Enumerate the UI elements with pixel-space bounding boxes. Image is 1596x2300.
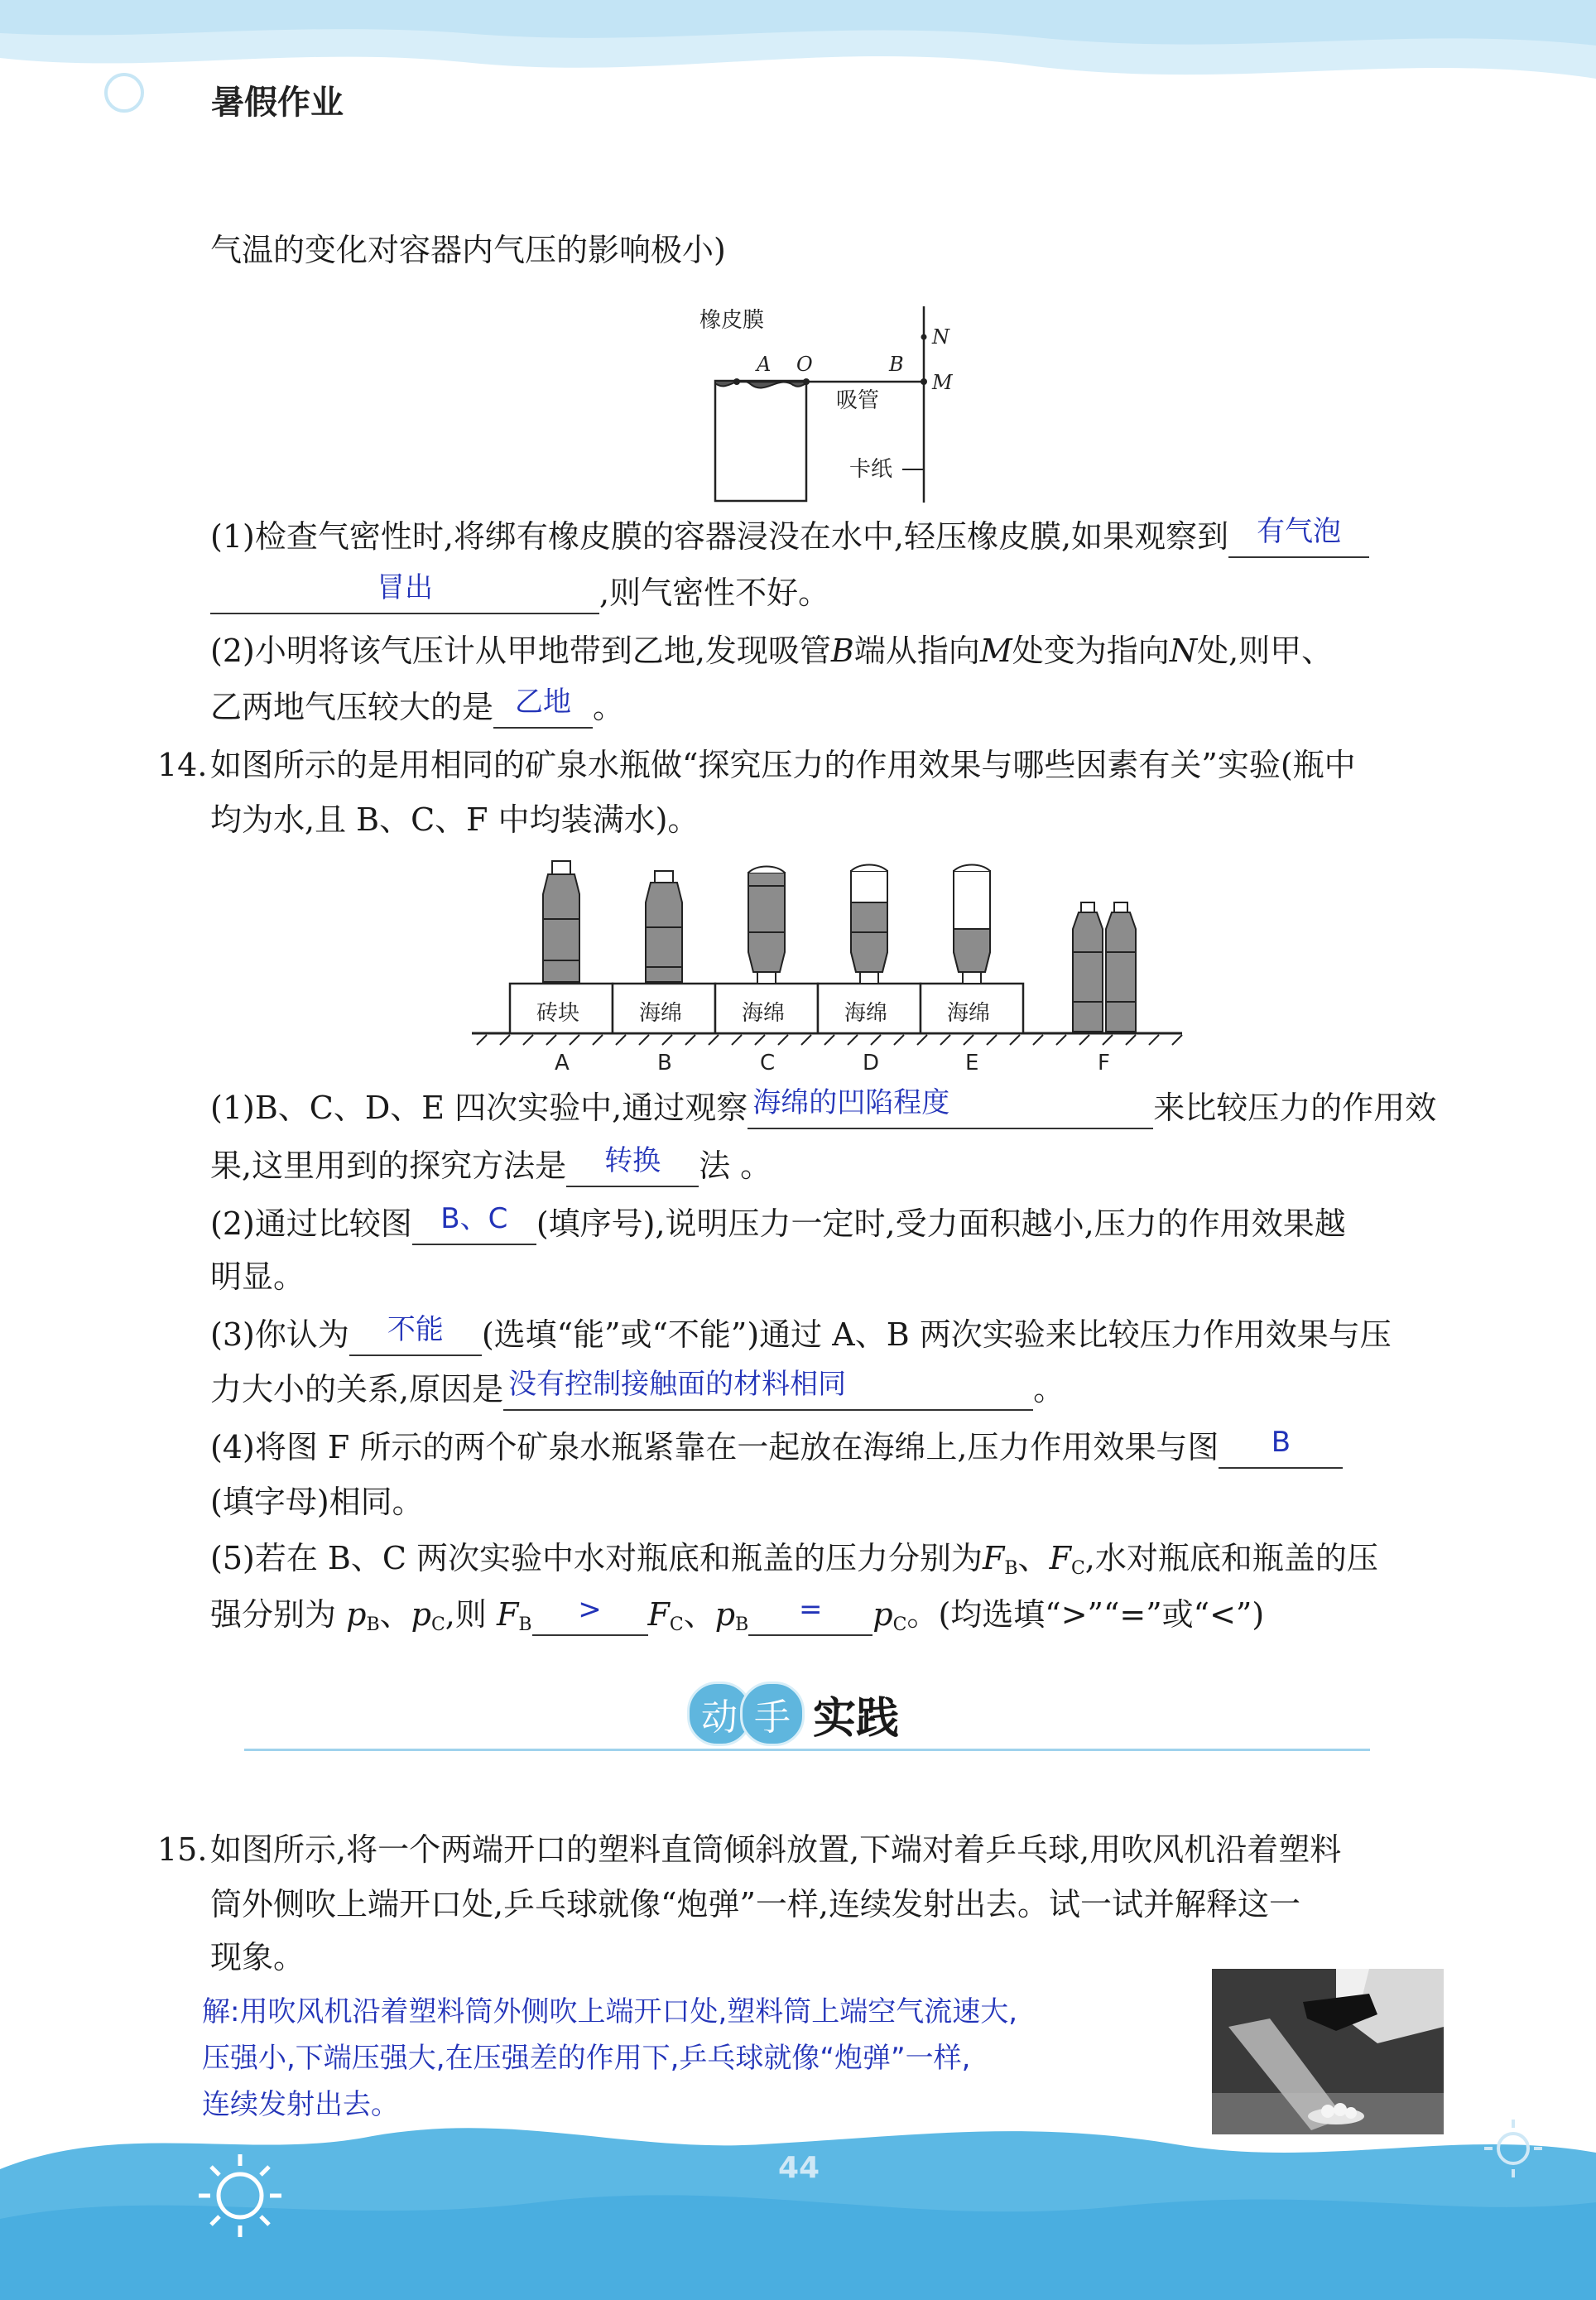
q14-part2-line1 [210, 1199, 1346, 1249]
q14-p5-answer1: > [578, 1593, 602, 1626]
q14-p3-answer2: 没有控制接触面的材料相同 [508, 1368, 847, 1401]
q13-p2-var-n: N [1169, 633, 1198, 669]
q14-p4-answer: B [1271, 1426, 1291, 1459]
q14-p5-pb2: p [714, 1596, 736, 1633]
fig-letter-a: A [555, 1051, 570, 1075]
q13-p1-answer-a: 有气泡 [1257, 515, 1342, 548]
q13-p1-text-b: ,则气密性不好。 [599, 575, 830, 611]
q14-p1-text-b: 来比较压力的作用效 [1153, 1090, 1437, 1126]
q13-p1-text-a: (1)检查气密性时,将绑有橡皮膜的容器浸没在水中,轻压橡皮膜,如果观察到 [210, 518, 1229, 555]
q14-p3-blank2[interactable] [503, 1369, 1033, 1411]
q14-p5-fc2-sub: C [669, 1614, 684, 1635]
q14-p3-blank[interactable] [349, 1315, 482, 1356]
q14-p1-blank2[interactable] [566, 1146, 699, 1187]
q14-p5-sub-c: C [1070, 1558, 1085, 1579]
point-N: N [932, 325, 949, 349]
footer-wave-band [0, 2103, 1596, 2300]
q14-p5-fb2: F [496, 1596, 519, 1633]
point-O: O [796, 353, 813, 376]
q14-p2-text-a: (2)通过比较图 [210, 1205, 412, 1242]
q14-part4-line1 [210, 1422, 1343, 1472]
q14-p1-answer: 海绵的凹陷程度 [752, 1086, 950, 1119]
q14-p5-pc2: p [873, 1596, 893, 1633]
fig-letter-b: B [657, 1051, 672, 1075]
q13-p2-text-d: 处,则甲、 [1197, 633, 1334, 669]
q14-part3-line1 [210, 1310, 1392, 1359]
q14-part1-line1 [210, 1083, 1436, 1133]
q15-solution-line1: 解:用吹风机沿着塑料筒外侧吹上端开口处,塑料筒上端空气流速大, [202, 1995, 1018, 2028]
q13-part1-line2 [210, 568, 829, 618]
q14-p5-pb-sub: B [366, 1614, 380, 1635]
q14-stem-line2: 均为水,且 B、C、F 中均装满水)。 [210, 801, 699, 838]
section-char2: 手 [740, 1682, 805, 1746]
q14-p5-pc: p [411, 1596, 431, 1633]
q14-p5-sub-b: B [1004, 1558, 1018, 1579]
point-M: M [932, 371, 953, 394]
label-membrane: 橡皮膜 [699, 308, 765, 333]
section-title-text: 实践 [813, 1693, 900, 1744]
q13-p2-var-b: B [830, 633, 854, 669]
q14-p4-text-a: (4)将图 F 所示的两个矿泉水瓶紧靠在一起放在海绵上,压力作用效果与图 [210, 1429, 1219, 1465]
q14-p1-text-d: 法 。 [699, 1148, 772, 1184]
q14-p2-text-b: (填序号),说明压力一定时,受力面积越小,压力的作用效果越 [536, 1205, 1346, 1242]
q14-p5-blank1[interactable] [532, 1595, 648, 1636]
q15-stem-line1 [157, 1825, 1342, 1874]
q15-stem-line2: 筒外侧吹上端开口处,乒乓球就像“炮弹”一样,连续发射出去。试一试并解释这一 [210, 1886, 1301, 1922]
fig-letter-c: C [760, 1051, 776, 1075]
q13-p2-text-a: (2)小明将该气压计从甲地带到乙地,发现吸管 [210, 633, 831, 669]
q14-p3-text-b: (选填“能”或“不能”)通过 A、B 两次实验来比较压力作用效果与压 [481, 1316, 1392, 1353]
q13-p1-blank-b[interactable] [210, 573, 599, 614]
q14-p5-sep: 、 [1017, 1540, 1050, 1576]
fig-letter-e: E [965, 1051, 979, 1075]
fig-letter-f: F [1098, 1051, 1110, 1075]
q13-p1-answer-b: 冒出 [377, 571, 433, 604]
page-number: 44 [777, 2151, 820, 2185]
q13-p2-text-c: 处变为指向 [1012, 633, 1170, 669]
q14-p1-answer2: 转换 [604, 1144, 661, 1177]
q14-part5-line2 [210, 1590, 1264, 1650]
support-a-label: 砖块 [536, 1001, 580, 1026]
q13-p2-text-e: 乙两地气压较大的是 [210, 689, 494, 725]
label-card: 卡纸 [849, 457, 893, 482]
q15-solution-line3: 连续发射出去。 [202, 2088, 399, 2121]
q14-p5-fb2-sub: B [518, 1614, 532, 1635]
q14-part2-line2: 明显。 [210, 1258, 305, 1295]
q14-p5-pb2-sub: B [735, 1614, 749, 1635]
q13-part1-line1 [210, 512, 1369, 561]
q14-p5-text-d: ,则 [445, 1596, 487, 1633]
q14-p2-blank[interactable] [412, 1204, 536, 1245]
q14-p5-text-c: 强分别为 [210, 1596, 337, 1633]
q14-p5-sep2: 、 [379, 1596, 411, 1633]
q13-p2-var-m: M [979, 633, 1012, 669]
section-title [687, 1681, 899, 1747]
q14-p5-text-b: ,水对瓶底和瓶盖的压 [1084, 1540, 1378, 1576]
q14-part4-line2: (填字母)相同。 [210, 1484, 424, 1520]
q14-p5-pc2-sub: C [892, 1614, 907, 1635]
q14-p2-answer: B、C [440, 1202, 508, 1235]
q14-p1-blank[interactable] [748, 1088, 1153, 1129]
q14-p5-pb: p [346, 1596, 367, 1633]
header-label: 暑假作业 [211, 84, 344, 122]
q13-p2-answer: 乙地 [515, 686, 572, 719]
q15-stem-1: 如图所示,将一个两端开口的塑料直筒倾斜放置,下端对着乒乓球,用吹风机沿着塑料 [210, 1831, 1342, 1868]
q14-p3-answer: 不能 [387, 1313, 444, 1346]
q14-part3-line2 [210, 1364, 1065, 1414]
q14-p5-text-a: (5)若在 B、C 两次实验中水对瓶底和瓶盖的压力分别为 [210, 1540, 983, 1576]
q14-p5-fc: F [1049, 1540, 1071, 1576]
q13-p2-blank[interactable] [493, 687, 593, 729]
q14-part5-line1 [210, 1533, 1378, 1594]
bottles-figure [472, 853, 1184, 1076]
q13-part2-line1 [210, 626, 1333, 676]
q13-p2-text-b: 端从指向 [853, 633, 980, 669]
q14-p3-text-d: 。 [1033, 1371, 1065, 1407]
q15-solution-line2: 压强小,下端压强大,在压强差的作用下,乒乓球就像“炮弹”一样, [202, 2042, 971, 2075]
q14-p5-sep3: 、 [683, 1596, 715, 1633]
q14-p5-fb: F [983, 1540, 1005, 1576]
q14-p5-answer2: = [799, 1593, 823, 1626]
q15-number: 15. [157, 1831, 208, 1868]
section-rule [244, 1749, 1370, 1751]
q13-continuation: 气温的变化对容器内气压的影响极小) [210, 232, 726, 268]
support-d-label: 海绵 [844, 1001, 888, 1026]
q14-p1-text-c: 果,这里用到的探究方法是 [210, 1148, 567, 1184]
point-B: B [889, 353, 904, 376]
label-straw: 吸管 [836, 388, 880, 413]
support-b-label: 海绵 [639, 1001, 683, 1026]
q15-stem-line3: 现象。 [210, 1939, 305, 1975]
q14-stem-1: 如图所示的是用相同的矿泉水瓶做“探究压力的作用效果与哪些因素有关”实验(瓶中 [210, 747, 1356, 783]
q13-p2-text-f: 。 [593, 689, 625, 725]
q14-stem-line1 [157, 740, 1356, 790]
support-c-label: 海绵 [742, 1001, 786, 1026]
section-char1: 动 [687, 1682, 752, 1746]
q13-part2-line2 [210, 682, 624, 732]
barometer-figure [687, 302, 960, 509]
q13-p1-blank-a[interactable] [1228, 517, 1369, 558]
q14-p5-pc-sub: C [430, 1614, 445, 1635]
q14-p5-text-e: 。(均选填“>”“=”或“<”) [906, 1596, 1265, 1633]
q14-p4-blank[interactable] [1219, 1427, 1343, 1469]
q14-p3-text-a: (3)你认为 [210, 1316, 349, 1353]
q14-p3-text-c: 力大小的关系,原因是 [210, 1371, 504, 1407]
q14-p5-blank2[interactable] [748, 1595, 873, 1636]
q14-part1-line2 [210, 1141, 772, 1191]
support-e-label: 海绵 [947, 1001, 991, 1026]
q14-number: 14. [157, 747, 208, 783]
q14-p5-fc2: F [647, 1596, 670, 1633]
point-A: A [757, 353, 772, 376]
fig-letter-d: D [863, 1051, 880, 1075]
q14-p1-text-a: (1)B、C、D、E 四次实验中,通过观察 [210, 1090, 748, 1126]
